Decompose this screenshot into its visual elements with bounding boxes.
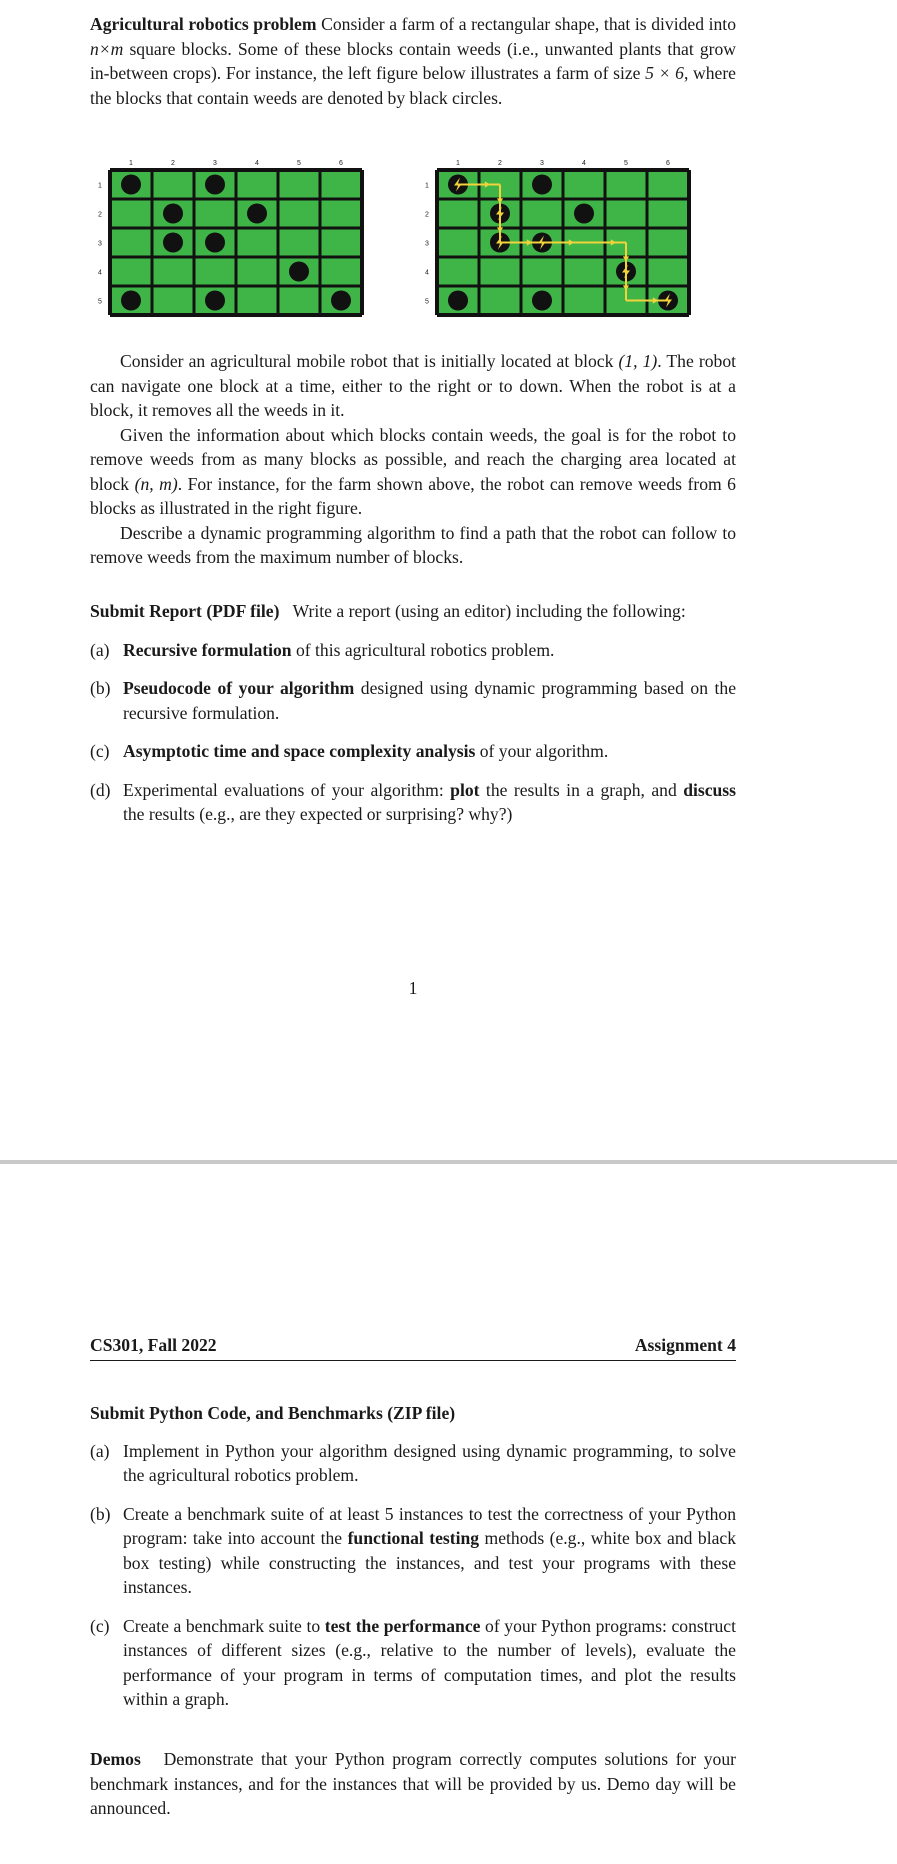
left-farm-col-label: 3	[213, 160, 217, 167]
right-farm-weed-circle	[532, 291, 552, 311]
left-farm-row-label: 3	[98, 240, 102, 248]
left-farm-col-label: 5	[297, 160, 301, 167]
right-farm-row-label: 2	[425, 211, 429, 219]
left-farm-row-label: 1	[98, 182, 102, 190]
left-farm-row-label: 4	[98, 269, 102, 277]
left-farm-weed-circle	[205, 291, 225, 311]
report-intro: Submit Report (PDF file) Write a report (using an editor) including the following:	[90, 601, 686, 621]
right-farm-weed-circle	[448, 291, 468, 311]
left-farm-row-label: 2	[98, 211, 102, 219]
left-farm-weed-circle	[205, 175, 225, 195]
problem-description	[90, 349, 736, 570]
paragraph-goal: Given the information about which blocks contain weeds, the goal is for the robot to remove weeds from as many blocks as possible, and reach the charging area located at block (n, m). For instance, for the farm shown above, the robot can remove weeds from 6 blocks as illustrated in the right figure.	[90, 424, 736, 518]
problem-heading: Agricultural robotics problem	[90, 14, 317, 34]
left-farm-weed-circle	[163, 204, 183, 224]
left-farm-weed-circle	[205, 233, 225, 253]
report-list	[90, 638, 736, 827]
course-label: CS301, Fall 2022	[90, 1335, 217, 1355]
report-section	[90, 599, 736, 827]
paragraph-robot: Consider an agricultural mobile robot that is initially located at block (1, 1). The robot can navigate one block at a time, either to the right or to down. When the robot is at a block, it removes all the weeds in it.	[90, 351, 737, 420]
demos-paragraph: Demos Demonstrate that your Python program correctly computes solutions for your benchmark instances, and for the instances that will be provided by us. Demo day will be announced.	[90, 1749, 736, 1818]
right-farm-row-label: 5	[425, 298, 429, 306]
left-farm-weed-circle	[163, 233, 183, 253]
list-item: (c) Create a benchmark suite to test the performance of your Python programs: construct instances of different sizes (e.g., relative to the number of levels), evaluate the performance of your program in terms of computation times, and plot the results within a graph.	[90, 1615, 736, 1709]
right-farm-col-label: 2	[498, 160, 502, 167]
left-farm-row-label: 5	[98, 298, 102, 306]
list-item: (a) Recursive formulation of this agricultural robotics problem.	[90, 639, 555, 660]
right-farm-row-label: 4	[425, 269, 429, 277]
right-farm-col-label: 5	[624, 160, 628, 167]
problem-intro	[90, 12, 736, 110]
assignment-label: Assignment 4	[634, 1335, 736, 1355]
right-farm-row-label: 3	[425, 240, 429, 248]
left-farm-weed-circle	[331, 291, 351, 311]
report-heading: Submit Report (PDF file)	[90, 601, 280, 621]
problem-paragraph: Agricultural robotics problem Consider a farm of a rectangular shape, that is divided into n×m square blocks. Some of these blocks contain weeds (i.e., unwanted plants that grow in-between crops). For instance, the left figure below illustrates a farm of size 5 × 6, where the blocks that contain weeds are denoted by black circles.	[90, 14, 736, 108]
right-farm-weed-circle	[574, 204, 594, 224]
left-farm-col-label: 1	[129, 160, 133, 167]
left-farm-weed-circle	[121, 175, 141, 195]
farm-figures	[90, 155, 736, 330]
code-heading: Submit Python Code, and Benchmarks (ZIP file)	[90, 1403, 456, 1423]
left-farm-weed-circle	[121, 291, 141, 311]
code-list	[90, 1439, 736, 1712]
list-item: (b) Create a benchmark suite of at least 5 instances to test the correctness of your Python program: take into account the functional testing methods (e.g., white box and black box testing) while constructing the instances, and test your programs with these instances.	[90, 1503, 737, 1597]
left-farm-col-label: 6	[339, 160, 343, 167]
demos-section	[90, 1747, 736, 1821]
right-farm-weed-circle	[532, 175, 552, 195]
right-farm-row-label: 1	[425, 182, 429, 190]
left-farm-weed-circle	[289, 262, 309, 282]
right-farm-col-label: 6	[666, 160, 670, 167]
left-farm-col-label: 2	[171, 160, 175, 167]
code-heading-line	[90, 1401, 736, 1426]
right-farm-col-label: 4	[582, 160, 586, 167]
page-number: 1	[408, 978, 418, 998]
list-item: (c) Asymptotic time and space complexity analysis of your algorithm.	[90, 741, 609, 761]
page-header	[90, 1333, 736, 1361]
list-item: (d) Experimental evaluations of your algorithm: plot the results in a graph, and discuss the results (e.g., are they expected or surprising? why?)	[90, 779, 736, 824]
paragraph-task: Describe a dynamic programming algorithm to find a path that the robot can follow to remove weeds from the maximum number of blocks.	[90, 522, 736, 567]
code-section	[90, 1401, 736, 1712]
farm-figures-svg	[90, 155, 736, 330]
left-farm-col-label: 4	[255, 160, 259, 167]
right-farm-col-label: 1	[456, 160, 460, 167]
demos-heading: Demos	[90, 1749, 141, 1769]
list-item: (a) Implement in Python your algorithm designed using dynamic programming, to solve the agricultural robotics problem.	[90, 1440, 736, 1485]
right-farm-col-label: 3	[540, 160, 544, 167]
left-farm-weed-circle	[247, 204, 267, 224]
list-item: (b) Pseudocode of your algorithm designed using dynamic programming based on the recursive formulation.	[90, 678, 737, 723]
